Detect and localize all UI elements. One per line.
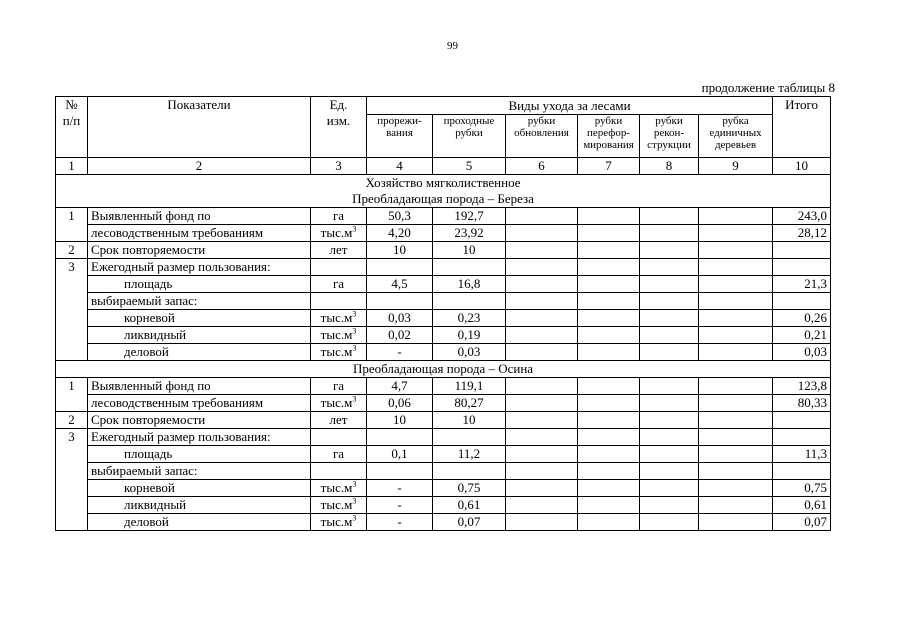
value-total: 28,12 xyxy=(773,225,831,242)
row-unit xyxy=(311,208,367,225)
unit-text: тыс.м xyxy=(320,344,353,359)
row-label: площадь xyxy=(88,446,311,463)
row-unit xyxy=(311,429,367,446)
row-unit xyxy=(311,293,367,310)
value-empty xyxy=(506,276,578,293)
value-empty xyxy=(506,480,578,497)
unit-superscript: 3 xyxy=(352,309,357,319)
value-passing-cuts: 0,23 xyxy=(433,310,506,327)
value-total: 0,21 xyxy=(773,327,831,344)
unit-text: тыс.м xyxy=(320,310,353,325)
row-number xyxy=(56,497,88,514)
row-number xyxy=(56,225,88,242)
value-empty xyxy=(506,412,578,429)
value-thinning: 4,7 xyxy=(367,378,433,395)
value-empty xyxy=(640,429,699,446)
value-empty xyxy=(506,514,578,531)
value-empty xyxy=(506,378,578,395)
value-empty xyxy=(578,242,640,259)
value-empty xyxy=(699,310,773,327)
value-thinning: 0,06 xyxy=(367,395,433,412)
value-passing-cuts: 192,7 xyxy=(433,208,506,225)
value-empty xyxy=(640,446,699,463)
value-empty xyxy=(506,446,578,463)
col-number: 6 xyxy=(506,158,578,175)
value-empty xyxy=(506,208,578,225)
value-total: 0,26 xyxy=(773,310,831,327)
unit-superscript: 3 xyxy=(352,479,357,489)
value-thinning xyxy=(367,429,433,446)
col-number: 1 xyxy=(56,158,88,175)
column-number-row xyxy=(56,158,831,175)
value-thinning: 10 xyxy=(367,412,433,429)
value-empty xyxy=(640,310,699,327)
value-empty xyxy=(640,344,699,361)
value-empty xyxy=(506,463,578,480)
row-number xyxy=(56,514,88,531)
value-empty xyxy=(699,293,773,310)
value-passing-cuts: 23,92 xyxy=(433,225,506,242)
header-thinning: прорежи- вания xyxy=(367,115,433,158)
value-empty xyxy=(699,327,773,344)
col-number: 3 xyxy=(311,158,367,175)
value-empty xyxy=(578,463,640,480)
unit-superscript: 3 xyxy=(352,496,357,506)
section-title: Преобладающая порода – Береза xyxy=(56,191,831,208)
farm-title: Хозяйство мягколиственное xyxy=(56,175,831,192)
value-empty xyxy=(578,259,640,276)
table-row xyxy=(56,497,831,514)
row-unit xyxy=(311,310,367,327)
row-label: выбираемый запас: xyxy=(88,463,311,480)
row-unit xyxy=(311,497,367,514)
value-empty xyxy=(640,395,699,412)
value-empty xyxy=(640,242,699,259)
row-number: 3 xyxy=(56,429,88,446)
value-empty xyxy=(506,395,578,412)
value-total: 0,61 xyxy=(773,497,831,514)
unit-superscript: 3 xyxy=(352,224,357,234)
value-total: 0,75 xyxy=(773,480,831,497)
row-number xyxy=(56,395,88,412)
header-single-tree-cuts: рубка единичных деревьев xyxy=(699,115,773,158)
row-label: Ежегодный размер пользования: xyxy=(88,259,311,276)
row-label: Выявленный фонд по xyxy=(88,208,311,225)
col-number: 5 xyxy=(433,158,506,175)
value-empty xyxy=(506,225,578,242)
row-number xyxy=(56,276,88,293)
row-label: Срок повторяемости xyxy=(88,242,311,259)
value-empty xyxy=(699,446,773,463)
value-thinning: 50,3 xyxy=(367,208,433,225)
value-total xyxy=(773,259,831,276)
unit-text: тыс.м xyxy=(320,480,353,495)
section-title: Преобладающая порода – Осина xyxy=(56,361,831,378)
col-number: 8 xyxy=(640,158,699,175)
value-empty xyxy=(640,276,699,293)
value-empty xyxy=(699,225,773,242)
value-thinning: - xyxy=(367,344,433,361)
value-total: 80,33 xyxy=(773,395,831,412)
row-unit xyxy=(311,514,367,531)
header-passing-cuts: проходные рубки xyxy=(433,115,506,158)
row-label: выбираемый запас: xyxy=(88,293,311,310)
table-row xyxy=(56,208,831,225)
value-empty xyxy=(506,242,578,259)
col-number: 10 xyxy=(773,158,831,175)
row-label: корневой xyxy=(88,310,311,327)
value-total: 243,0 xyxy=(773,208,831,225)
value-empty xyxy=(699,412,773,429)
value-thinning: - xyxy=(367,480,433,497)
table-row xyxy=(56,429,831,446)
value-empty xyxy=(640,514,699,531)
value-empty xyxy=(699,395,773,412)
header-total: Итого xyxy=(773,97,831,158)
unit-text: тыс.м xyxy=(320,327,353,342)
row-label: корневой xyxy=(88,480,311,497)
section-title-row xyxy=(56,191,831,208)
row-number xyxy=(56,480,88,497)
unit-text: тыс.м xyxy=(320,514,353,529)
table-row xyxy=(56,225,831,242)
row-number: 2 xyxy=(56,242,88,259)
value-passing-cuts xyxy=(433,259,506,276)
unit-text: га xyxy=(332,208,345,223)
value-empty xyxy=(578,225,640,242)
header-unit: Ед. изм. xyxy=(311,97,367,158)
table-row xyxy=(56,463,831,480)
row-label: лесоводственным требованиям xyxy=(88,395,311,412)
value-passing-cuts xyxy=(433,463,506,480)
value-empty xyxy=(578,395,640,412)
value-passing-cuts: 16,8 xyxy=(433,276,506,293)
value-passing-cuts xyxy=(433,429,506,446)
value-total xyxy=(773,463,831,480)
value-empty xyxy=(640,463,699,480)
value-empty xyxy=(640,208,699,225)
row-label: ликвидный xyxy=(88,497,311,514)
value-total xyxy=(773,293,831,310)
value-passing-cuts: 80,27 xyxy=(433,395,506,412)
value-passing-cuts: 0,19 xyxy=(433,327,506,344)
value-empty xyxy=(699,463,773,480)
value-empty xyxy=(578,208,640,225)
value-passing-cuts: 0,03 xyxy=(433,344,506,361)
value-total: 0,07 xyxy=(773,514,831,531)
value-thinning: 10 xyxy=(367,242,433,259)
row-number: 2 xyxy=(56,412,88,429)
value-empty xyxy=(578,344,640,361)
value-thinning xyxy=(367,293,433,310)
value-empty xyxy=(578,480,640,497)
value-thinning: 4,5 xyxy=(367,276,433,293)
value-total: 0,03 xyxy=(773,344,831,361)
value-total xyxy=(773,412,831,429)
unit-text: га xyxy=(332,276,345,291)
unit-superscript: 3 xyxy=(352,343,357,353)
value-thinning: - xyxy=(367,514,433,531)
unit-text: га xyxy=(332,446,345,461)
row-unit xyxy=(311,378,367,395)
row-label: ликвидный xyxy=(88,327,311,344)
row-number xyxy=(56,463,88,480)
header-reform-cuts: рубки перефор- мирования xyxy=(578,115,640,158)
row-label: лесоводственным требованиям xyxy=(88,225,311,242)
unit-superscript: 3 xyxy=(352,513,357,523)
row-unit xyxy=(311,242,367,259)
value-empty xyxy=(506,259,578,276)
row-label: площадь xyxy=(88,276,311,293)
unit-text: лет xyxy=(329,412,348,427)
col-number: 7 xyxy=(578,158,640,175)
value-passing-cuts: 0,75 xyxy=(433,480,506,497)
table-row xyxy=(56,327,831,344)
unit-text: лет xyxy=(329,242,348,257)
value-thinning: 0,1 xyxy=(367,446,433,463)
value-empty xyxy=(640,497,699,514)
row-label: Срок повторяемости xyxy=(88,412,311,429)
table-row xyxy=(56,395,831,412)
page-number: 99 xyxy=(447,40,458,52)
value-empty xyxy=(506,293,578,310)
value-total: 11,3 xyxy=(773,446,831,463)
value-thinning: 4,20 xyxy=(367,225,433,242)
value-empty xyxy=(578,412,640,429)
value-empty xyxy=(699,378,773,395)
value-empty xyxy=(640,225,699,242)
value-empty xyxy=(699,480,773,497)
row-unit xyxy=(311,395,367,412)
value-thinning xyxy=(367,463,433,480)
unit-superscript: 3 xyxy=(352,394,357,404)
table-row xyxy=(56,293,831,310)
table-row xyxy=(56,310,831,327)
section-title-row xyxy=(56,361,831,378)
value-empty xyxy=(506,310,578,327)
farm-title-row xyxy=(56,175,831,192)
value-empty xyxy=(699,242,773,259)
table-row xyxy=(56,259,831,276)
row-unit xyxy=(311,225,367,242)
value-passing-cuts: 119,1 xyxy=(433,378,506,395)
header-reconstruction-cuts: рубки рекон- струкции xyxy=(640,115,699,158)
value-empty xyxy=(640,378,699,395)
value-passing-cuts: 0,07 xyxy=(433,514,506,531)
value-thinning xyxy=(367,259,433,276)
table-row xyxy=(56,378,831,395)
row-number xyxy=(56,293,88,310)
value-thinning: - xyxy=(367,497,433,514)
row-number: 1 xyxy=(56,208,88,225)
table-row xyxy=(56,446,831,463)
table-row xyxy=(56,344,831,361)
value-empty xyxy=(578,276,640,293)
col-number: 2 xyxy=(88,158,311,175)
table-caption: продолжение таблицы 8 xyxy=(701,80,835,95)
row-unit xyxy=(311,412,367,429)
unit-text: тыс.м xyxy=(320,497,353,512)
row-unit xyxy=(311,327,367,344)
row-unit xyxy=(311,446,367,463)
header-num: № п/п xyxy=(56,97,88,158)
unit-text: тыс.м xyxy=(320,225,353,240)
value-empty xyxy=(640,293,699,310)
table-row xyxy=(56,276,831,293)
unit-superscript: 3 xyxy=(352,326,357,336)
value-empty xyxy=(578,429,640,446)
value-empty xyxy=(699,208,773,225)
row-label: деловой xyxy=(88,344,311,361)
value-empty xyxy=(506,344,578,361)
value-empty xyxy=(699,344,773,361)
value-empty xyxy=(506,327,578,344)
table-row xyxy=(56,412,831,429)
unit-text: га xyxy=(332,378,345,393)
value-empty xyxy=(506,429,578,446)
row-unit xyxy=(311,463,367,480)
row-label: деловой xyxy=(88,514,311,531)
row-number: 1 xyxy=(56,378,88,395)
value-empty xyxy=(640,480,699,497)
header-care-types: Виды ухода за лесами xyxy=(367,97,773,115)
value-thinning: 0,03 xyxy=(367,310,433,327)
value-empty xyxy=(640,412,699,429)
value-total xyxy=(773,242,831,259)
value-empty xyxy=(699,259,773,276)
value-passing-cuts xyxy=(433,293,506,310)
value-empty xyxy=(699,429,773,446)
header-indicators: Показатели xyxy=(88,97,311,158)
row-unit xyxy=(311,480,367,497)
value-empty xyxy=(578,446,640,463)
value-empty xyxy=(578,293,640,310)
value-total xyxy=(773,429,831,446)
value-empty xyxy=(578,378,640,395)
value-empty xyxy=(578,497,640,514)
row-number xyxy=(56,344,88,361)
row-label: Выявленный фонд по xyxy=(88,378,311,395)
header-renewal-cuts: рубки обновления xyxy=(506,115,578,158)
row-unit xyxy=(311,344,367,361)
row-number xyxy=(56,446,88,463)
table-row xyxy=(56,480,831,497)
value-total: 21,3 xyxy=(773,276,831,293)
forest-care-table xyxy=(55,96,831,531)
value-empty xyxy=(699,514,773,531)
value-empty xyxy=(578,310,640,327)
unit-text: тыс.м xyxy=(320,395,353,410)
row-number xyxy=(56,310,88,327)
row-number: 3 xyxy=(56,259,88,276)
value-empty xyxy=(640,259,699,276)
value-empty xyxy=(578,514,640,531)
value-empty xyxy=(506,497,578,514)
row-unit xyxy=(311,259,367,276)
value-passing-cuts: 10 xyxy=(433,412,506,429)
value-thinning: 0,02 xyxy=(367,327,433,344)
row-number xyxy=(56,327,88,344)
row-label: Ежегодный размер пользования: xyxy=(88,429,311,446)
value-empty xyxy=(699,276,773,293)
value-empty xyxy=(699,497,773,514)
value-empty xyxy=(578,327,640,344)
value-passing-cuts: 0,61 xyxy=(433,497,506,514)
value-passing-cuts: 10 xyxy=(433,242,506,259)
col-number: 4 xyxy=(367,158,433,175)
table-row xyxy=(56,242,831,259)
table-row xyxy=(56,514,831,531)
value-passing-cuts: 11,2 xyxy=(433,446,506,463)
col-number: 9 xyxy=(699,158,773,175)
value-total: 123,8 xyxy=(773,378,831,395)
row-unit xyxy=(311,276,367,293)
value-empty xyxy=(640,327,699,344)
